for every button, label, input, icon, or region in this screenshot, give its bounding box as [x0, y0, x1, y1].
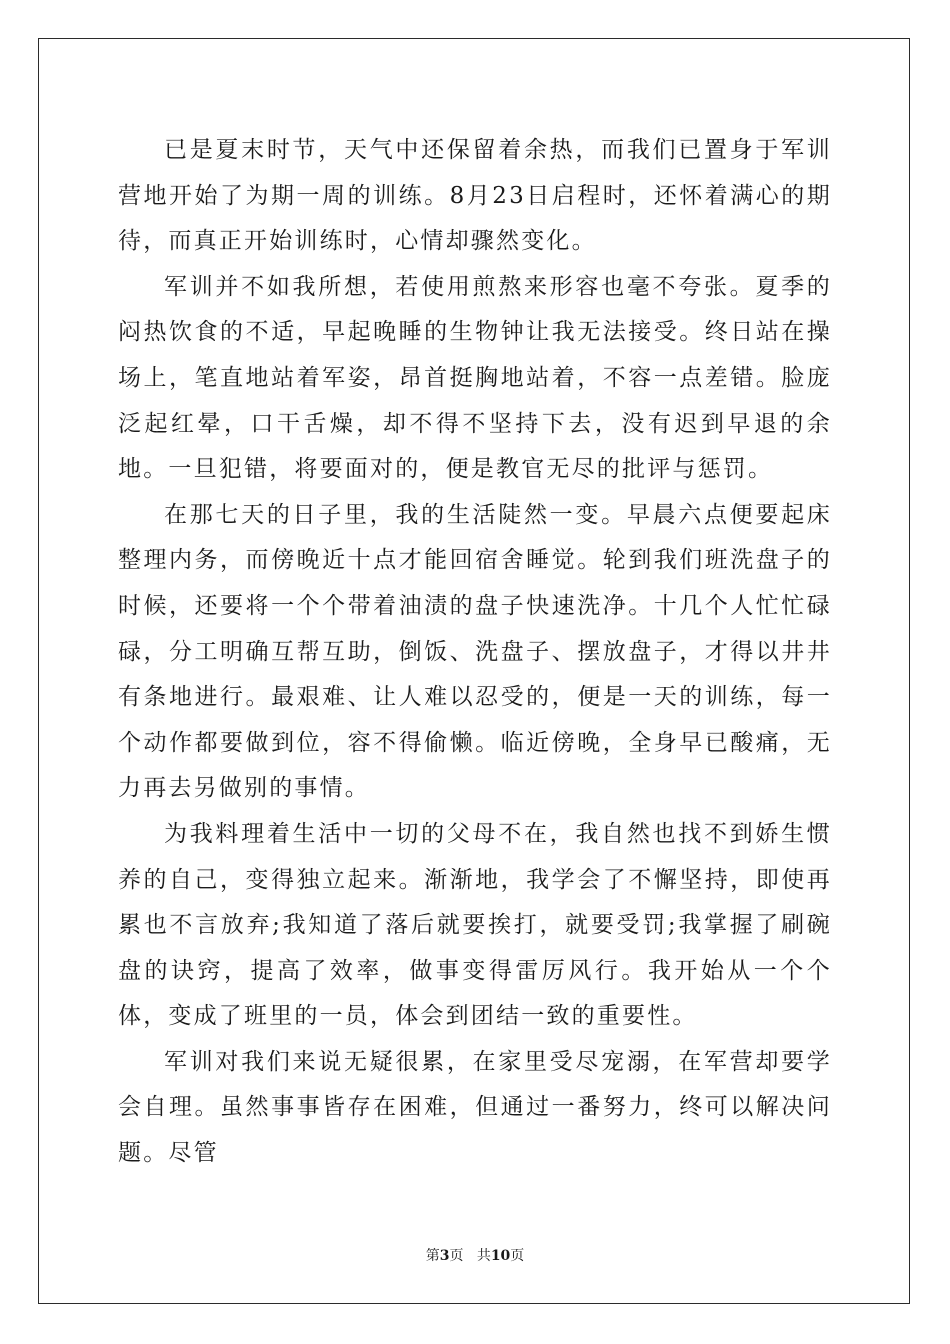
paragraph: 在那七天的日子里，我的生活陡然一变。早晨六点便要起床整理内务，而傍晚近十点才能回宿舍睡觉。轮到我们班洗盘子的时候，还要将一个个带着油渍的盘子快速洗净。十几个人忙忙碌碌，分工明确互帮互助，倒饭、洗盘子、摆放盘子，才得以井井有条地进行。最艰难、让人难以忍受的，便是一天的训练，每一个动作都要做到位，容不得偷懒。临近傍晚，全身早已酸痛，无力再去另做别的事情。 [118, 501, 832, 802]
page-number-footer [0, 1245, 950, 1265]
footer-total-suffix: 页 [510, 1248, 525, 1264]
current-page-number: 3 [439, 1248, 450, 1264]
document-body [118, 128, 832, 1177]
paragraph: 军训并不如我所想，若使用煎熬来形容也毫不夸张。夏季的闷热饮食的不适，早起晚睡的生物钟让我无法接受。终日站在操场上，笔直地站着军姿，昂首挺胸地站着，不容一点差错。脸庞泛起红晕，口干舌燥，却不得不坚持下去，没有迟到早退的余地。一旦犯错，将要面对的，便是教官无尽的批评与惩罚。 [118, 273, 832, 483]
paragraph: 军训对我们来说无疑很累，在家里受尽宠溺，在军营却要学会自理。虽然事事皆存在困难，但通过一番努力，终可以解决问题。尽管 [118, 1048, 832, 1167]
paragraph: 为我料理着生活中一切的父母不在，我自然也找不到娇生惯养的自己，变得独立起来。渐渐地，我学会了不懈坚持，即使再累也不言放弃;我知道了落后就要挨打，就要受罚;我掌握了刷碗盘的诀窍，提高了效率，做事变得雷厉风行。我开始从一个个体，变成了班里的一员，体会到团结一致的重要性。 [118, 820, 832, 1030]
footer-page-suffix: 页 [449, 1248, 464, 1264]
footer-prefix: 第 [425, 1248, 440, 1264]
total-page-count: 10 [490, 1248, 511, 1264]
footer-total-prefix: 共 [476, 1248, 491, 1264]
paragraph: 已是夏末时节，天气中还保留着余热，而我们已置身于军训营地开始了为期一周的训练。8月23日启程时，还怀着满心的期待，而真正开始训练时，心情却骤然变化。 [118, 137, 832, 255]
